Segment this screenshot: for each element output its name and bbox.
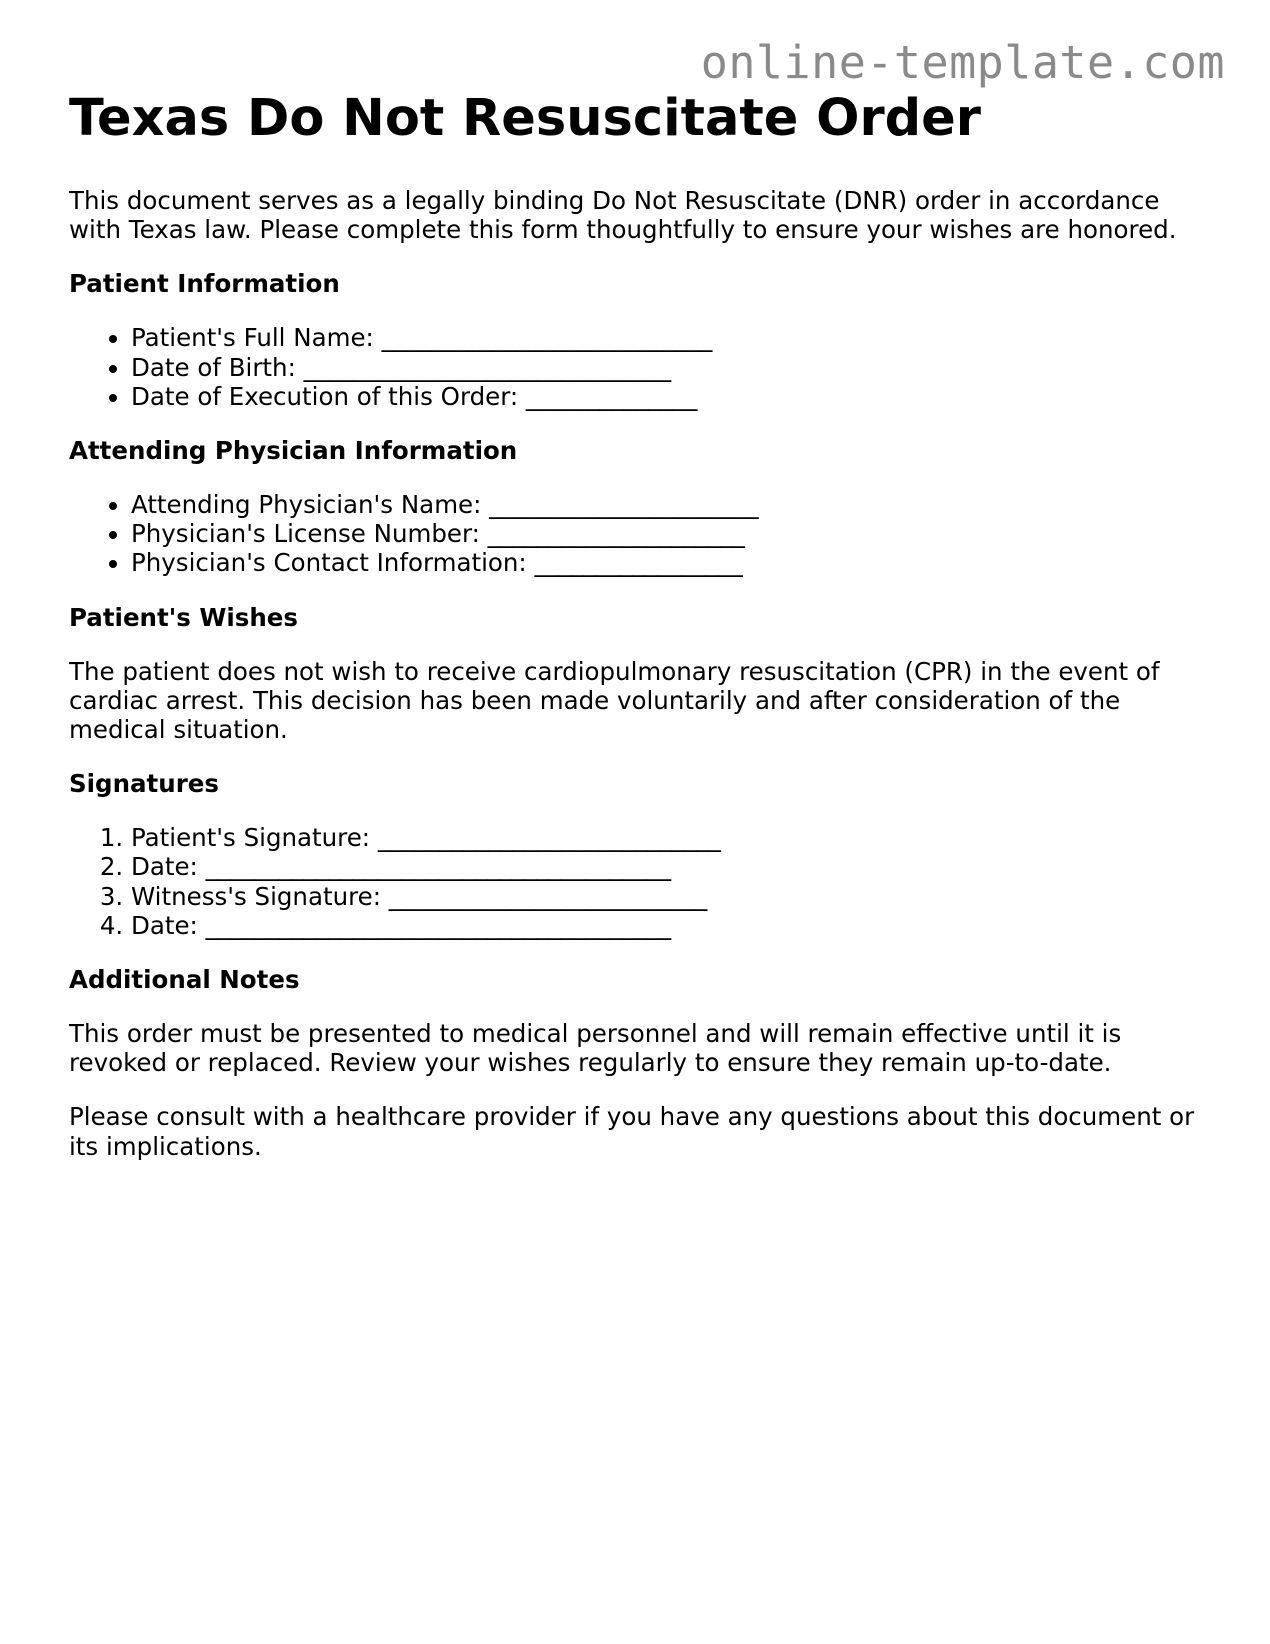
section-heading-signatures: Signatures (69, 769, 219, 799)
intro-paragraph: This document serves as a legally binding Do Not Resuscitate (DNR) order in accordance with Texas law. Please complete this form thoughtfully to ensure your wishes are honored. (69, 186, 1177, 245)
physician-information-list (69, 490, 1219, 578)
patient-wishes-paragraph: The patient does not wish to receive cardiopulmonary resuscitation (CPR) in the event of cardiac arrest. This decision has been made voluntarily and after consideration of the medical situation. (69, 656, 1160, 745)
physician-name-field[interactable]: • Attending Physician's Name: ______________________ (131, 490, 1219, 519)
patient-full-name-field[interactable]: • Patient's Full Name: ___________________________ (131, 323, 1219, 352)
physician-contact-field[interactable]: • Physician's Contact Information: _________________ (131, 548, 1219, 577)
patient-signature-field[interactable]: 1. Patient's Signature: ____________________________ (131, 823, 1219, 852)
watermark: online-template.com (700, 36, 1225, 89)
patient-information-list (69, 323, 1219, 411)
section-heading-physician-information: Attending Physician Information (69, 436, 518, 466)
section-heading-patient-information: Patient Information (69, 269, 340, 299)
consult-provider-paragraph: Please consult with a healthcare provider if you have any questions about this document or its implications. (69, 1102, 1195, 1161)
witness-signature-date-field[interactable]: 4. Date: ______________________________________ (131, 911, 1219, 940)
date-of-execution-field[interactable]: • Date of Execution of this Order: ______________ (131, 382, 1219, 411)
additional-notes-paragraph: This order must be presented to medical personnel and will remain effective until it is revoked or replaced. Review your wishes regularly to ensure they remain up-to-date. (69, 1019, 1122, 1078)
witness-signature-field[interactable]: 3. Witness's Signature: __________________________ (131, 882, 1219, 911)
section-heading-additional-notes: Additional Notes (69, 965, 300, 995)
document (69, 88, 1219, 1161)
section-heading-patient-wishes: Patient's Wishes (69, 602, 298, 632)
signatures-list (69, 823, 1219, 940)
date-of-birth-field[interactable]: • Date of Birth: ______________________________ (131, 353, 1219, 382)
physician-license-field[interactable]: • Physician's License Number: _____________________ (131, 519, 1219, 548)
page-title: Texas Do Not Resuscitate Order (69, 89, 981, 148)
patient-signature-date-field[interactable]: 2. Date: ______________________________________ (131, 852, 1219, 881)
